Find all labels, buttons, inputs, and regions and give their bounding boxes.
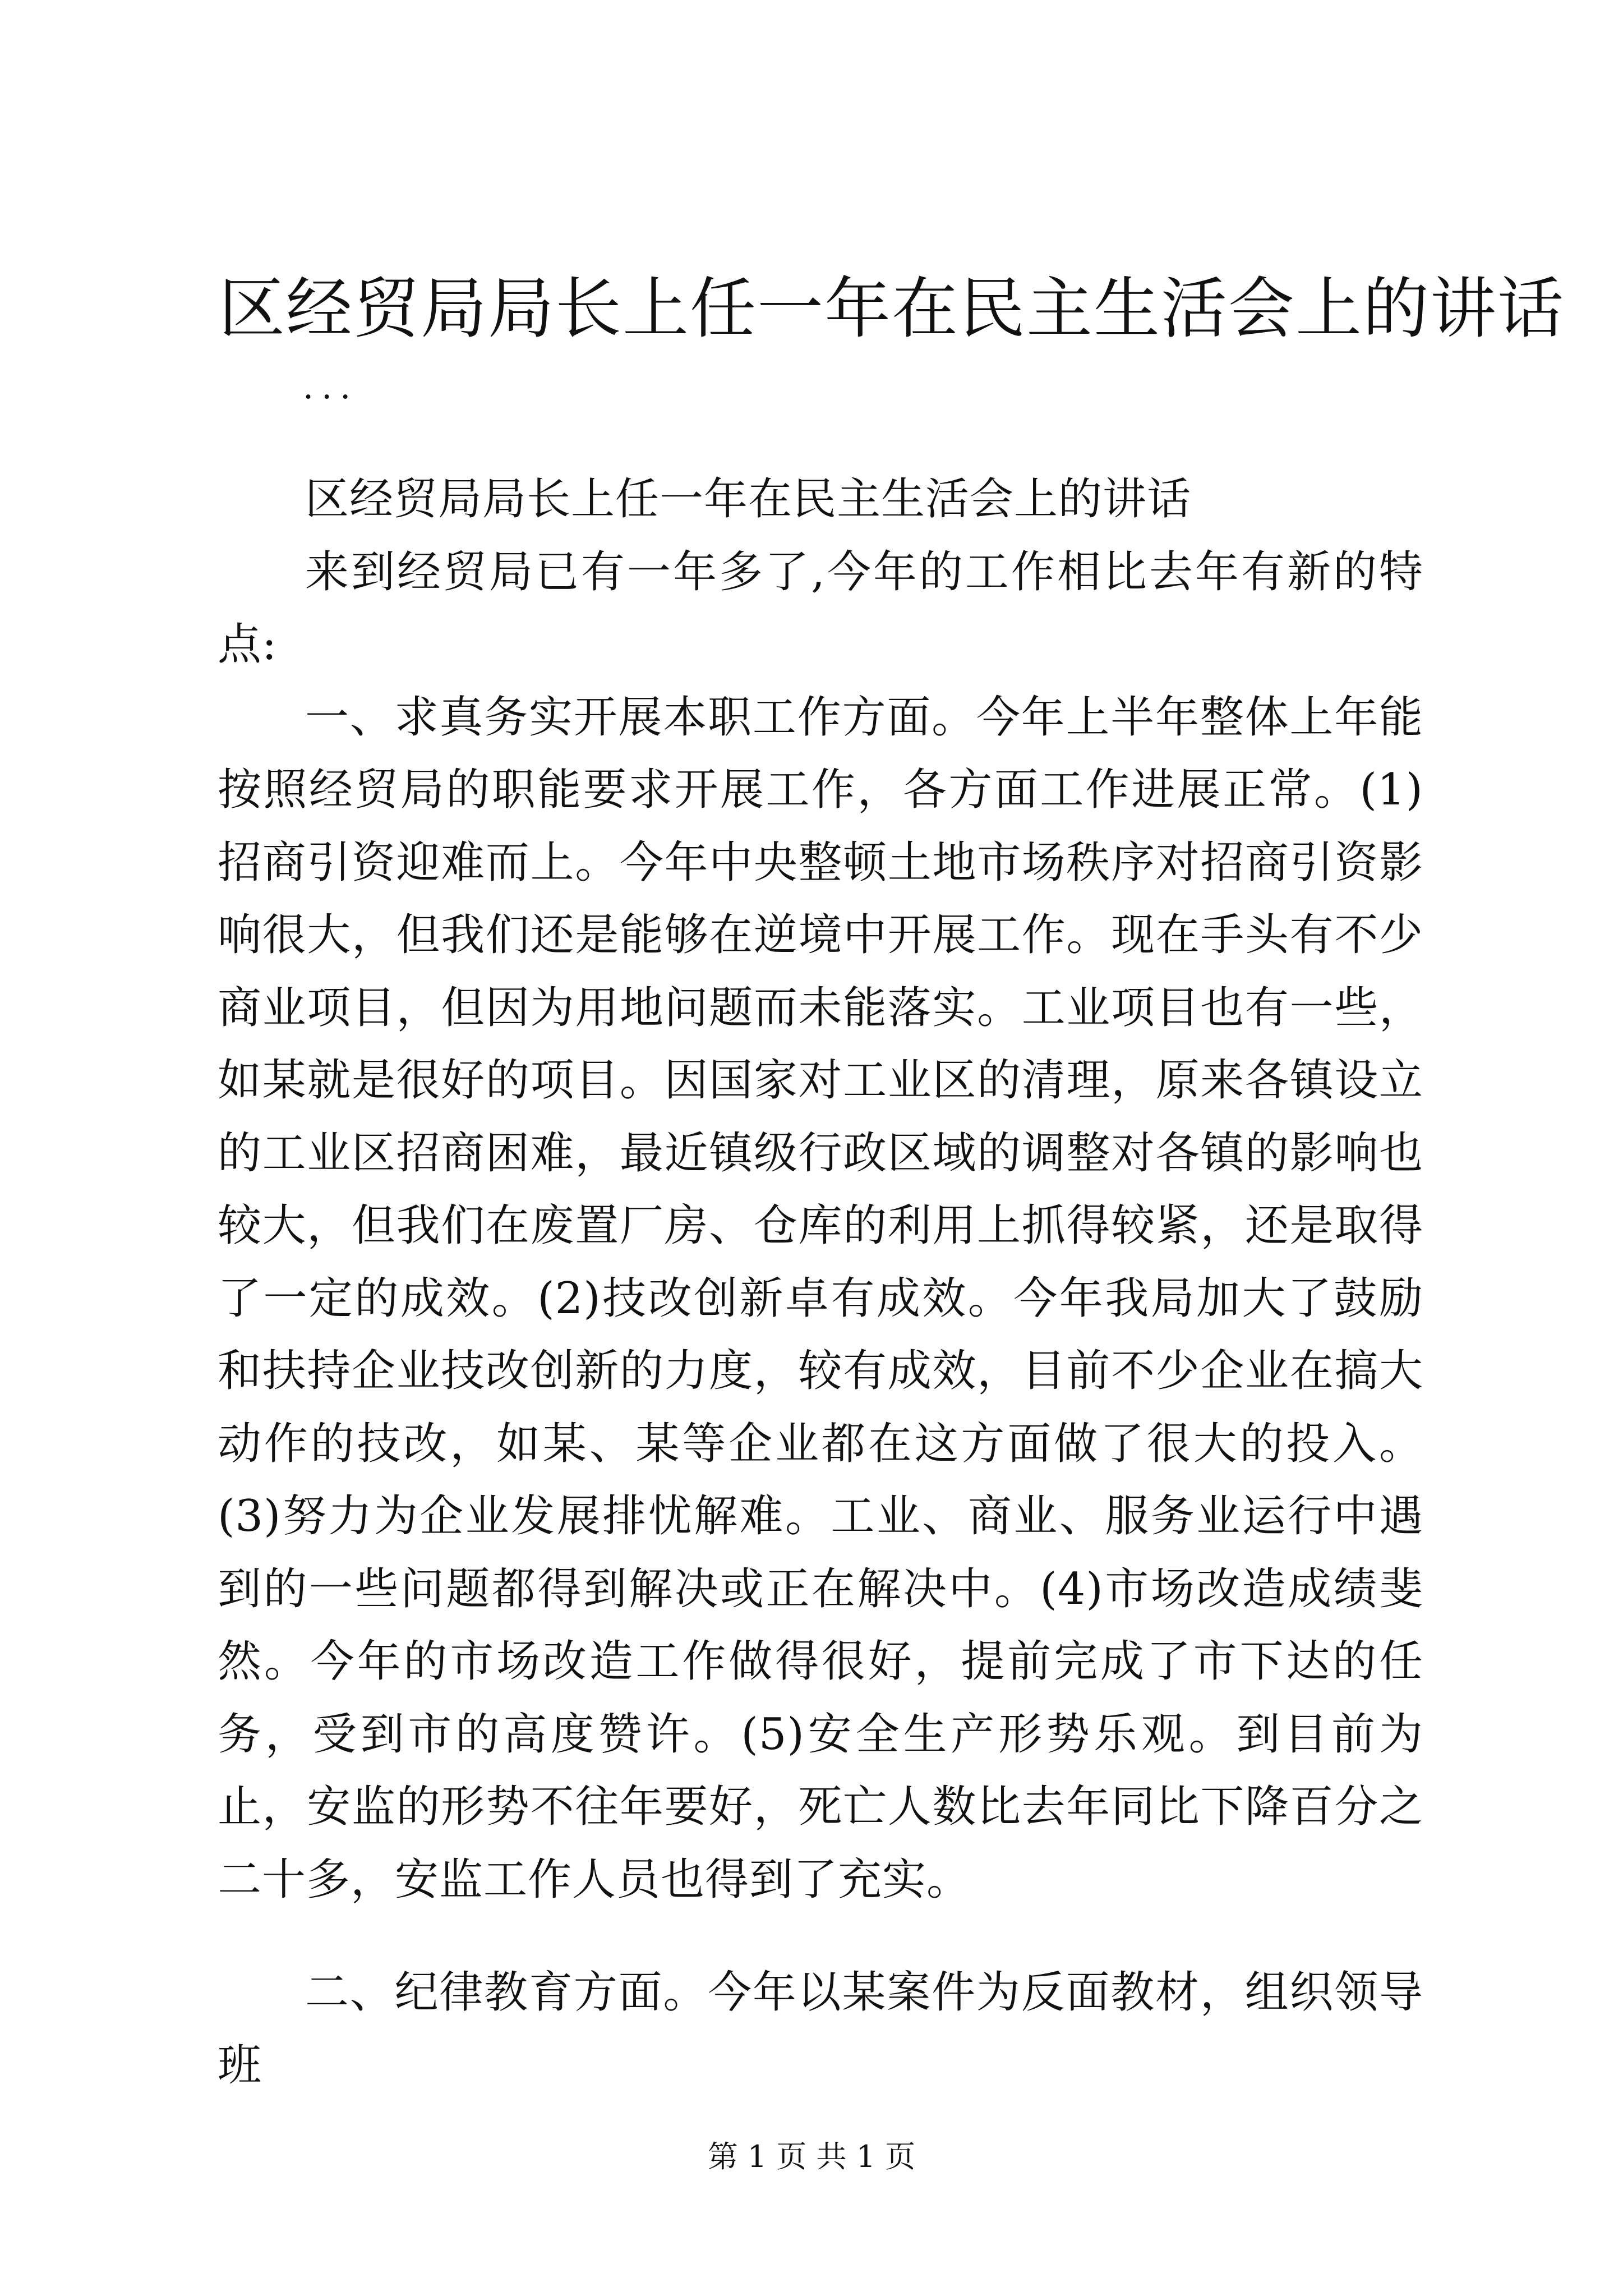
page-footer: 第 1 页 共 1 页 <box>707 2139 916 2174</box>
ellipsis-mark: ... <box>303 367 359 407</box>
document-body <box>218 463 1423 2102</box>
paragraph-section-two: 二、纪律教育方面。今年以某案件为反面教材，组织领导班 <box>218 1967 1423 2091</box>
page-title: 区经贸局局长上任一年在民主生活会上的讲话 <box>219 270 1565 347</box>
paragraph-intro: 来到经贸局已有一年多了,今年的工作相比去年有新的特点: <box>218 546 1423 670</box>
paragraph-subtitle: 区经贸局局长上任一年在民主生活会上的讲话 <box>305 474 1192 524</box>
paragraph-section-one: 一、求真务实开展本职工作方面。今年上半年整体上年能按照经贸局的职能要求开展工作，各方面工作进展正常。(1)招商引资迎难而上。今年中央整顿土地市场秩序对招商引资影响很大，但我们还是能够在逆境中开展工作。现在手头有不少商业项目，但因为用地问题而未能落实。工业项目也有一些，如某就是很好的项目。因国家对工业区的清理，原来各镇设立的工业区招商困难，最近镇级行政区域的调整对各镇的影响也较大，但我们在废置厂房、仓库的利用上抓得较紧，还是取得了一定的成效。(2)技改创新卓有成效。今年我局加大了鼓励和扶持企业技改创新的力度，较有成效，目前不少企业在搞大动作的技改，如某、某等企业都在这方面做了很大的投入。(3)努力为企业发展排忧解难。工业、商业、服务业运行中遇到的一些问题都得到解决或正在解决中。(4)市场改造成绩斐然。今年的市场改造工作做得很好，提前完成了市下达的任务，受到市的高度赞许。(5)安全生产形势乐观。到目前为止，安监的形势不往年要好，死亡人数比去年同比下降百分之二十多，安监工作人员也得到了充实。 <box>218 692 1423 1905</box>
